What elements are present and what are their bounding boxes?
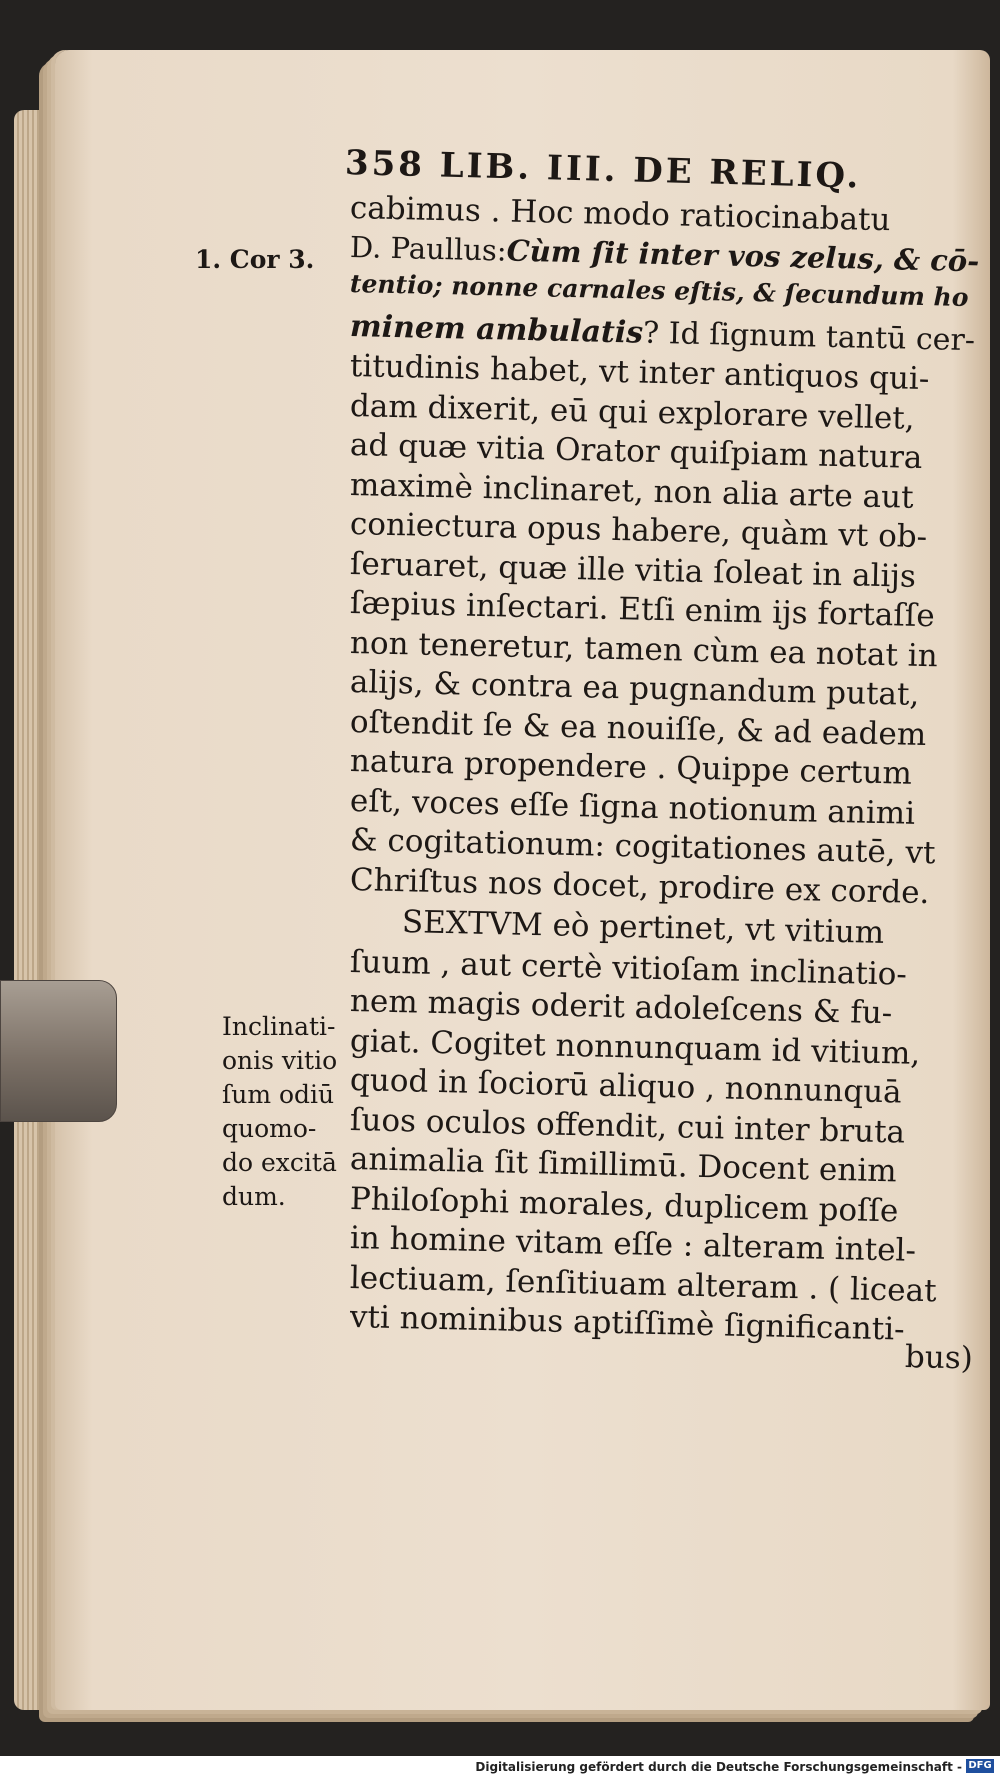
dfg-logo: DFG bbox=[966, 1759, 994, 1773]
margin-note-line: do excitā bbox=[222, 1148, 337, 1177]
text-span: coniectura opus habere, quàm vt ob- bbox=[349, 506, 928, 556]
text-span: non teneretur, tamen cùm ea notat in bbox=[349, 624, 939, 674]
text-span: D. Paullus: bbox=[349, 229, 508, 268]
text-span: maximè inclinaret, non alia arte aut bbox=[349, 466, 914, 516]
text-span: vti nominibus aptiſſimè ſignificanti- bbox=[349, 1299, 905, 1348]
running-header: 358 LIB. III. DE RELIQ. bbox=[344, 143, 862, 197]
text-span: Philoſophi morales, duplicem poſſe bbox=[349, 1180, 899, 1229]
margin-note-line: quomo- bbox=[222, 1114, 317, 1143]
text-span: oſtendit ſe & ea nouiſſe, & ad eadem bbox=[349, 703, 927, 753]
book-clasp bbox=[0, 980, 117, 1122]
text-span: ſæpius inſectari. Etſi enim ijs fortaſſe bbox=[349, 585, 936, 635]
text-span: natura propendere . Quippe certum bbox=[349, 743, 913, 792]
text-span: quod in ſociorū aliquo , nonnunquā bbox=[349, 1062, 903, 1111]
text-line bbox=[905, 1339, 974, 1377]
text-span: bus) bbox=[904, 1338, 974, 1377]
italic-span: minem ambulatis bbox=[349, 308, 644, 351]
text-span: in homine vitam eſſe : alteram intel- bbox=[349, 1220, 917, 1269]
text-span: animalia ſit ſimillimū. Docent enim bbox=[349, 1141, 898, 1190]
text-span: titudinis habet, vt inter antiquos qui- bbox=[349, 348, 930, 398]
funding-credit: Digitalisierung gefördert durch die Deutsche Forschungsgemeinschaft - bbox=[475, 1760, 962, 1774]
margin-note-line: onis vitio bbox=[222, 1046, 338, 1075]
text-span: nem magis oderit adoleſcens & fu- bbox=[349, 983, 893, 1032]
text-span: ſuos oculos offendit, cui inter bruta bbox=[349, 1101, 906, 1151]
margin-note-line: dum. bbox=[222, 1182, 286, 1211]
italic-span: tentio; nonne carnales eſtis, & ſecundum ho bbox=[349, 269, 969, 313]
text-span: lectiuam, ſenſitiuam alteram . ( liceat bbox=[349, 1259, 937, 1309]
margin-note bbox=[222, 1010, 337, 1214]
text-span: cabimus . Hoc modo ratiocinabatu bbox=[349, 190, 891, 239]
text-span: ſuum , aut certè vitioſam inclinatio- bbox=[349, 943, 908, 993]
text-span: alijs, & contra ea pugnandum putat, bbox=[349, 664, 920, 713]
text-span: ad quæ vitia Orator quiſpiam natura bbox=[349, 427, 923, 476]
text-span: Chriſtus nos docet, prodire ex corde. bbox=[349, 861, 930, 911]
text-span: ſeruaret, quæ ille vitia ſoleat in alijs bbox=[349, 545, 917, 595]
margin-note-line: Inclinati- bbox=[222, 1012, 336, 1041]
text-span: eſt, voces eſſe ſigna notionum animi bbox=[349, 782, 916, 832]
text-span: & cogitationum: cogitationes autē, vt bbox=[349, 822, 936, 872]
text-span: ? Id ſignum tantū cer- bbox=[642, 315, 976, 358]
margin-note-line: ſum odiū bbox=[222, 1080, 335, 1109]
text-span: dam dixerit, eū qui explorare vellet, bbox=[349, 387, 915, 437]
text-span: giat. Cogitet nonnunquam id vitium, bbox=[349, 1022, 921, 1072]
italic-span: Cùm ſit inter vos zelus, & cō- bbox=[506, 233, 980, 278]
text-span: SEXTVM eò pertinet, vt vitium bbox=[401, 904, 885, 951]
margin-reference: 1. Cor 3. bbox=[195, 245, 315, 274]
